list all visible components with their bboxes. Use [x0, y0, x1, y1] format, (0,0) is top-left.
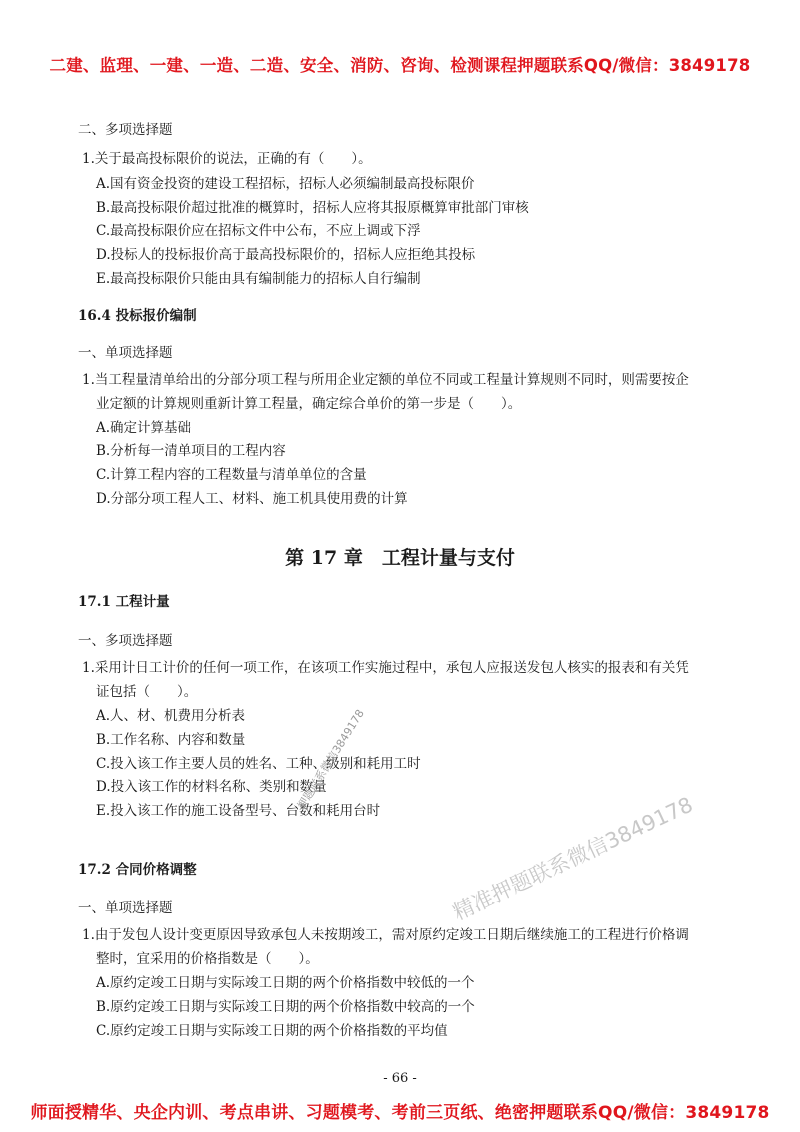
question-text: 1.关于最高投标限价的说法，正确的有（ ）。 [82, 151, 372, 167]
question-text: 1.由于发包人设计变更原因导致承包人未按期竣工，需对原约定竣工日期后继续施工的工程进行价格调 [82, 927, 689, 943]
option-c: C.原约定竣工日期与实际竣工日期的两个价格指数的平均值 [96, 1023, 448, 1039]
section-heading: 二、多项选择题 [78, 122, 173, 138]
option-d: D.投标人的投标报价高于最高投标限价的，招标人应拒绝其投标 [96, 247, 476, 263]
question-text: 1.当工程量清单给出的分部分项工程与所用企业定额的单位不同或工程量计算规则不同时，则需要按企 [82, 372, 689, 388]
option-c: C.投入该工作主要人员的姓名、工种、级别和耗用工时 [96, 756, 421, 772]
option-c: C.计算工程内容的工程数量与清单单位的含量 [96, 467, 367, 483]
header-banner: 二建、监理、一建、一造、二造、安全、消防、咨询、检测课程押题联系QQ/微信：3849178 [49, 56, 751, 75]
question-text-continued: 证包括（ ）。 [96, 684, 198, 700]
subsection-title: 16.4 投标报价编制 [78, 308, 197, 324]
section-heading: 一、多项选择题 [78, 633, 173, 649]
option-c: C.最高投标限价应在招标文件中公布，不应上调或下浮 [96, 223, 421, 239]
footer-banner: 师面授精华、央企内训、考点串讲、习题模考、考前三页纸、绝密押题联系QQ/微信：3849178 [30, 1103, 770, 1123]
section-heading: 一、单项选择题 [78, 900, 173, 916]
option-a: A.国有资金投资的建设工程招标，招标人必须编制最高投标限价 [96, 176, 475, 192]
watermark-small: 押题联系微信3849178 [294, 707, 367, 812]
question-text-continued: 整时，宜采用的价格指数是（ ）。 [96, 951, 319, 967]
option-a: A.确定计算基础 [96, 420, 192, 436]
subsection-title: 17.1 工程计量 [78, 594, 170, 610]
option-e: E.投入该工作的施工设备型号、台数和耗用台时 [96, 803, 381, 819]
option-b: B.分析每一清单项目的工程内容 [96, 443, 286, 459]
watermark-large: 精准押题联系微信3849178 [449, 792, 697, 925]
option-b: B.原约定竣工日期与实际竣工日期的两个价格指数中较高的一个 [96, 999, 475, 1015]
option-d: D.投入该工作的材料名称、类别和数量 [96, 779, 327, 795]
option-a: A.人、材、机费用分析表 [96, 708, 246, 724]
question-text-continued: 业定额的计算规则重新计算工程量，确定综合单价的第一步是（ ）。 [96, 396, 522, 412]
option-a: A.原约定竣工日期与实际竣工日期的两个价格指数中较低的一个 [96, 975, 475, 991]
page-number: - 66 - [383, 1071, 417, 1086]
option-b: B.最高投标限价超过批准的概算时，招标人应将其报原概算审批部门审核 [96, 200, 529, 216]
chapter-heading: 第 17 章 工程计量与支付 [285, 547, 515, 569]
section-heading: 一、单项选择题 [78, 345, 173, 361]
option-d: D.分部分项工程人工、材料、施工机具使用费的计算 [96, 491, 408, 507]
option-e: E.最高投标限价只能由具有编制能力的招标人自行编制 [96, 271, 421, 287]
question-text: 1.采用计日工计价的任何一项工作，在该项工作实施过程中，承包人应报送发包人核实的报表和有关凭 [82, 660, 689, 676]
subsection-title: 17.2 合同价格调整 [78, 862, 197, 878]
option-b: B.工作名称、内容和数量 [96, 732, 246, 748]
